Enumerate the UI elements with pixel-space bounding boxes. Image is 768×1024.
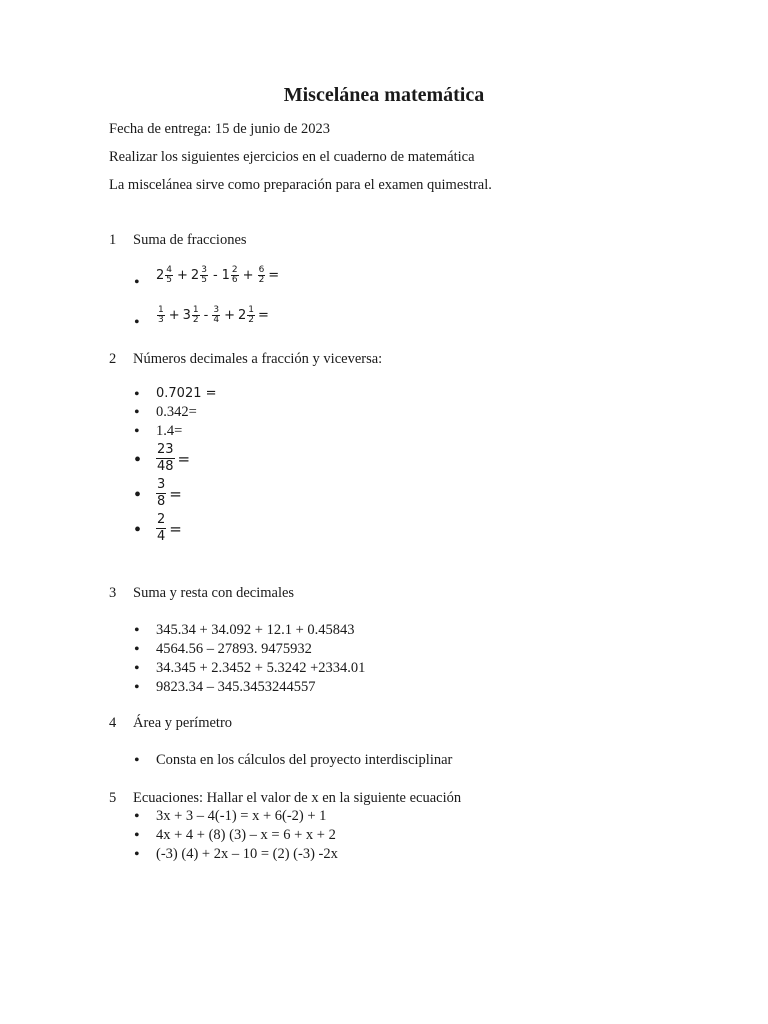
whole-number: 1 [221, 268, 230, 283]
bullet: • [134, 827, 140, 844]
fraction-item [156, 442, 190, 475]
decimal-item: 0.342= [156, 404, 197, 420]
section-number: 1 [109, 232, 117, 248]
denominator: 4 [157, 529, 166, 544]
fraction [247, 306, 255, 325]
sum-item: 9823.34 – 345.3453244557 [156, 679, 316, 695]
fraction [200, 266, 208, 285]
denominator: 8 [157, 494, 166, 509]
numerator: 3 [201, 265, 207, 275]
equation-item: (-3) (4) + 2x – 10 = (2) (-3) -2x [156, 846, 338, 862]
bullet: • [134, 484, 142, 506]
denominator: 2 [248, 315, 255, 325]
fraction [231, 266, 239, 285]
instructions-line: Realizar los siguientes ejercicios en el cuaderno de matemática [109, 149, 475, 165]
equation-item: 4x + 4 + (8) (3) – x = 6 + x + 2 [156, 827, 336, 843]
denominator: 2 [192, 315, 199, 325]
decimal-item: 0.7021 = [156, 386, 217, 401]
operator: + [224, 308, 235, 323]
section-title: Ecuaciones: Hallar el valor de x en la siguiente ecuación [133, 790, 462, 806]
bullet: • [134, 752, 140, 769]
bullet: • [134, 641, 140, 658]
fraction [165, 266, 173, 285]
numerator: 1 [192, 305, 199, 315]
operator: - [203, 308, 209, 323]
fraction [156, 442, 175, 475]
fraction [212, 306, 220, 325]
bullet: • [134, 404, 140, 421]
denominator: 3 [158, 315, 164, 325]
bullet: • [134, 449, 142, 471]
fraction [156, 477, 166, 510]
bullet: • [134, 660, 140, 677]
equals-sign: = [169, 519, 182, 538]
area-item: Consta en los cálculos del proyecto interdisciplinar [156, 752, 453, 768]
fraction-item [156, 512, 182, 545]
section-title: Suma y resta con decimales [133, 585, 295, 601]
denominator: 5 [166, 275, 173, 285]
fraction-item [156, 477, 182, 510]
decimal-item: 1.4= [156, 423, 183, 439]
section-number: 5 [109, 790, 117, 806]
operator: + [168, 308, 180, 323]
due-date-line: Fecha de entrega: 15 de junio de 2023 [109, 121, 331, 137]
equation-item: 3x + 3 – 4(-1) = x + 6(-2) + 1 [156, 808, 327, 824]
denominator: 48 [157, 459, 174, 474]
numerator: 1 [158, 305, 164, 315]
whole-number: 2 [156, 268, 165, 283]
equals-sign: = [169, 484, 182, 503]
bullet: • [134, 519, 142, 541]
fraction [156, 512, 166, 545]
whole-number: 2 [238, 308, 247, 323]
denominator: 4 [213, 315, 220, 325]
operator: + [177, 268, 188, 283]
document-title: Miscelánea matemática [283, 84, 485, 106]
section-number: 4 [109, 715, 117, 731]
fraction [192, 306, 200, 325]
whole-number: 2 [190, 268, 200, 283]
denominator: 2 [258, 275, 265, 285]
fraction-sum-2 [156, 306, 269, 325]
bullet: • [134, 622, 140, 639]
section-title: Números decimales a fracción y viceversa: [133, 351, 383, 367]
operator: + [242, 268, 254, 283]
section-number: 2 [109, 351, 117, 367]
denominator: 5 [201, 275, 207, 285]
sum-item: 4564.56 – 27893. 9475932 [156, 641, 312, 657]
numerator: 3 [213, 305, 220, 315]
section-number: 3 [109, 585, 117, 601]
numerator: 4 [166, 265, 173, 275]
numerator: 2 [157, 512, 166, 527]
fraction [258, 266, 266, 285]
numerator: 3 [157, 477, 166, 492]
whole-number: 3 [182, 308, 191, 323]
fraction-sum-1 [156, 266, 279, 285]
operator: - [212, 268, 218, 283]
bullet: • [134, 386, 140, 403]
bullet: • [134, 679, 140, 696]
sum-item: 345.34 + 34.092 + 12.1 + 0.45843 [156, 622, 355, 638]
bullet: • [134, 314, 140, 331]
equals-sign: = [258, 308, 269, 323]
fraction [157, 306, 165, 325]
sum-item: 34.345 + 2.3452 + 5.3242 +2334.01 [156, 660, 366, 676]
denominator: 6 [231, 275, 238, 285]
section-title: Suma de fracciones [133, 232, 247, 248]
numerator: 1 [248, 305, 255, 315]
numerator: 23 [157, 442, 174, 457]
bullet: • [134, 274, 140, 291]
purpose-line: La miscelánea sirve como preparación para el examen quimestral. [109, 177, 492, 193]
bullet: • [134, 846, 140, 863]
bullet: • [134, 423, 140, 440]
equals-sign: = [268, 268, 280, 283]
bullet: • [134, 808, 140, 825]
numerator: 2 [231, 265, 238, 275]
section-title: Área y perímetro [133, 715, 233, 731]
numerator: 6 [258, 265, 265, 275]
equals-sign: = [177, 449, 191, 468]
